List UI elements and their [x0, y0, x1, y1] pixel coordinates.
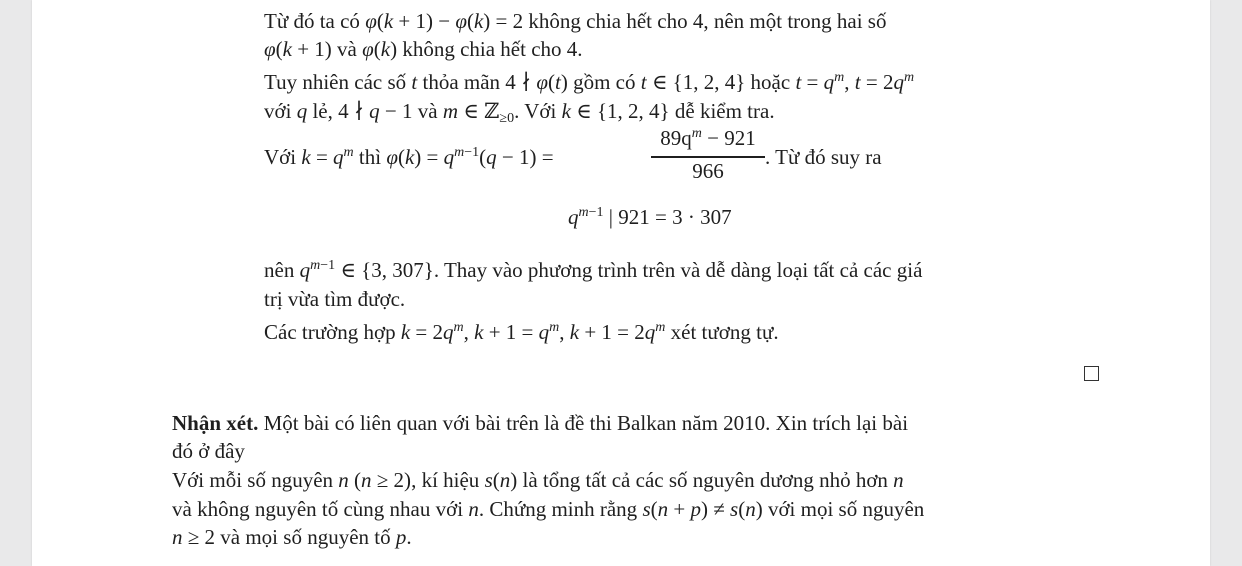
text-line [765, 144, 882, 170]
math-expression: n ≥ 2 [172, 525, 216, 549]
text-line [264, 36, 583, 62]
text-run: . Chứng minh rằng [478, 497, 643, 521]
qed-square [1084, 366, 1099, 381]
text-line: Tuy nhiên các số t thỏa mãn 4 ∤ φ(t) gồm có t ∈ {1, 2, 4} hoặc $t = q^m$, $t = 2q^m$ [264, 70, 915, 94]
math-expression: n (n ≥ 2) [338, 468, 412, 492]
text-line [264, 144, 554, 170]
math-expression: 4 ∤ q − 1 [338, 99, 413, 123]
math-expression: k ∈ {1, 2, 4} [561, 99, 670, 123]
text-line [264, 319, 779, 345]
math-expression: s(n) [484, 468, 518, 492]
text-run: lẻ, [307, 99, 339, 123]
math-expression: $t = q^m$, $t = 2q^m$ [795, 70, 915, 94]
text-run: không chia hết cho 4. [397, 37, 583, 61]
text-line: Với mỗi số nguyên n (n ≥ 2), kí hiệu s(n) là tổng tất cả các số nguyên dương nhỏ hơn n [172, 468, 904, 492]
text-run: Một bài có liên quan với bài trên là đề thi Balkan năm 2010. Xin trích lại bài [258, 411, 909, 435]
text-line: và không nguyên tố cùng nhau với n. Chứng minh rằng s(n + p) ≠ s(n) với mọi số nguyên [172, 497, 925, 521]
fraction-bar [651, 156, 765, 158]
fraction-numerator: $89q^m - 921$ [660, 126, 756, 150]
text-run: Thay vào phương trình trên và dễ dàng loại tất cả các giá [443, 258, 923, 282]
text-run: gồm có [567, 70, 641, 94]
text-run: thì [353, 145, 387, 169]
text-run: với mọi số nguyên [762, 497, 925, 521]
text-run: trị vừa tìm được. [264, 287, 406, 311]
text-line [264, 257, 922, 283]
math-expression: $k = 2q^m$, $k + 1 = q^m$, $k + 1 = 2q^m$ [400, 320, 666, 344]
text-run: Tuy nhiên các số [264, 70, 412, 94]
text-run: Các trường hợp [264, 320, 401, 344]
text-line: n ≥ 2 và mọi số nguyên tố p. [172, 525, 412, 549]
math-expression: 4 ∤ φ(t) [505, 70, 568, 94]
text-run: xét tương tự. [665, 320, 779, 344]
text-line [264, 8, 1102, 34]
text-run: và không nguyên tố cùng nhau với [172, 497, 469, 521]
math-expression: φ(k + 1) và φ(k) [264, 37, 398, 61]
text-run: đó ở đây [172, 439, 245, 463]
text-run: và mọi số nguyên tố [215, 525, 396, 549]
text-run: Với [264, 145, 302, 169]
text-run: Từ đó ta có [264, 9, 366, 33]
math-expression: m ∈ ℤ$_{\ge 0}$ [442, 99, 515, 126]
text-run: dễ kiểm tra. [669, 99, 775, 123]
text-line [172, 410, 908, 436]
text-run: hoặc [745, 70, 796, 94]
remark-heading: Nhận xét. [172, 411, 259, 435]
text-run: thỏa mãn [417, 70, 506, 94]
text-run: . Với [514, 99, 562, 123]
text-run: không chia hết cho 4, nên một trong hai số [523, 9, 887, 33]
math-expression: φ(k + 1) − φ(k) = 2 [365, 9, 524, 33]
display-equation: $q^{m-1}$ | 921 = 3 · 307 [568, 205, 732, 229]
document-page [32, 0, 1210, 566]
math-expression: $k = q^m$ [301, 145, 354, 169]
text-line: với q lẻ, 4 ∤ q − 1 và m ∈ ℤ$_{\ge 0}$. Với k ∈ {1, 2, 4} dễ kiểm tra. [264, 99, 775, 126]
text-run: 89q [660, 126, 692, 150]
text-run: | 921 = 3 · 307 [603, 205, 732, 229]
text-line [264, 286, 405, 312]
text-run: nên [264, 258, 300, 282]
math-expression: t ∈ {1, 2, 4} [640, 70, 746, 94]
math-expression: $q^{m-1}$ ∈ {3, 307}. [299, 258, 444, 282]
text-run: , kí hiệu [411, 468, 485, 492]
text-run: . [406, 525, 412, 549]
text-run: và [412, 99, 443, 123]
text-run: là tổng tất cả các số nguyên dương nhỏ hơn [517, 468, 894, 492]
math-expression: s(n + p) ≠ s(n) [642, 497, 763, 521]
text-run: − 921 [701, 126, 756, 150]
text-run: Với mỗi số nguyên [172, 468, 339, 492]
text-line [172, 438, 245, 464]
fraction-denominator: 966 [692, 159, 724, 183]
text-run: với [264, 99, 297, 123]
text-run: . Từ đó suy ra [765, 145, 882, 169]
math-expression: $\varphi(k) = q^{m-1}(q - 1)$ = [386, 145, 554, 169]
